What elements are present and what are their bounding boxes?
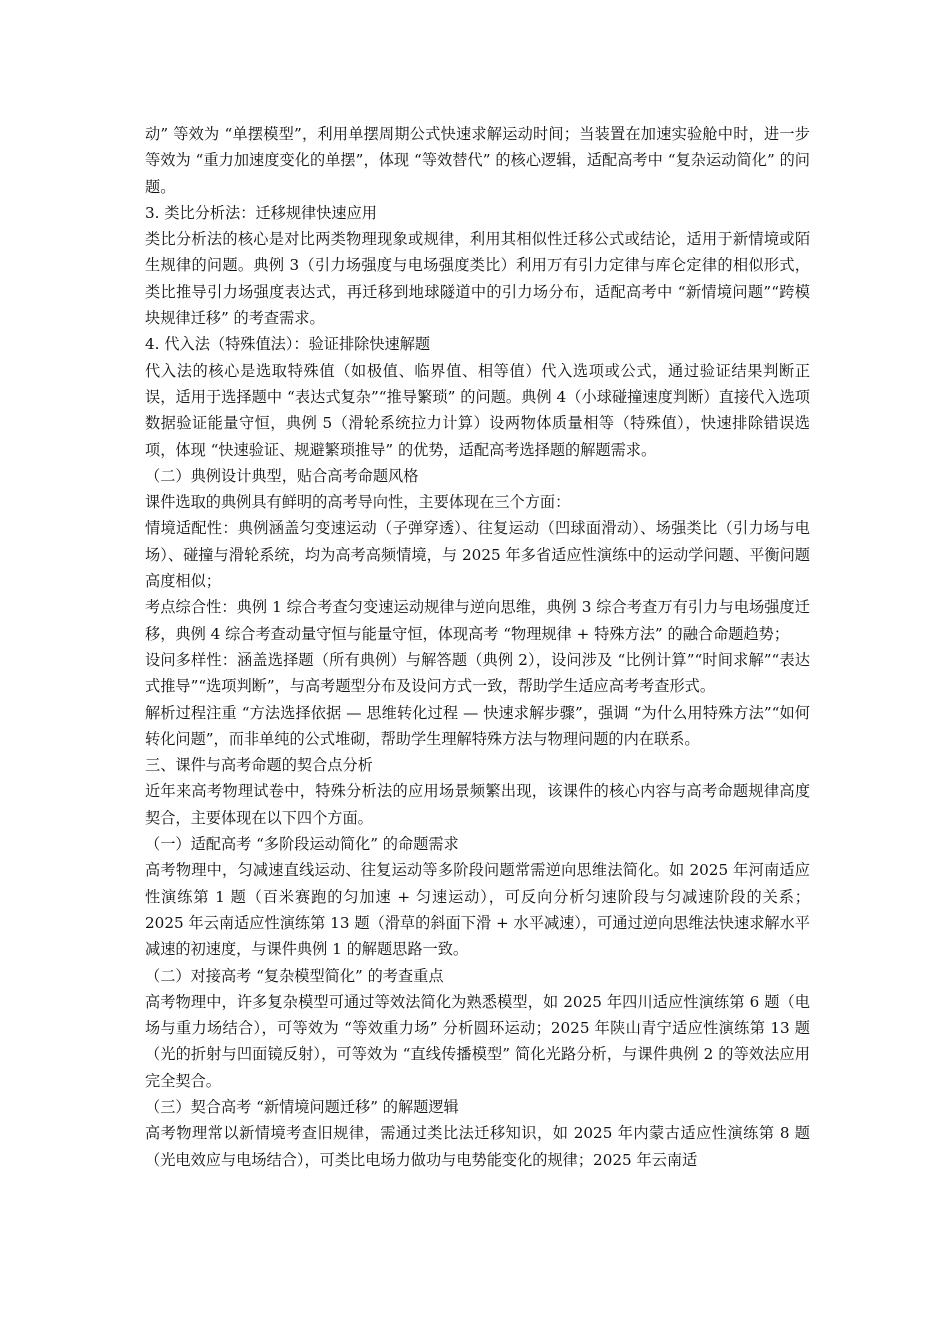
paragraph-new-situation: 高考物理常以新情境考查旧规律，需通过类比法迁移知识，如 2025 年内蒙古适应性演练第 8 题（光电效应与电场结合），可类比电场力做功与电势能变化的规律；2025 年云南适 [145, 1124, 810, 1169]
paragraph-analysis-process: 解析过程注重 “方法选择依据 — 思维转化过程 — 快速求解步骤”，强调 “为什么用特殊方法”“如何转化问题”，而非单纯的公式堆砌，帮助学生理解特殊方法与物理问题的内在联系。 [145, 703, 810, 748]
paragraph-section-three-intro: 近年来高考物理试卷中，特殊分析法的应用场景频繁出现，该课件的核心内容与高考命题规律高度契合，主要体现在以下四个方面。 [145, 782, 810, 827]
paragraph-test-point-synthesis: 考点综合性：典例 1 综合考查匀变速运动规律与逆向思维，典例 3 综合考查万有引力与电场强度迁移，典例 4 综合考查动量守恒与能量守恒，体现高考 “物理规律 + 特殊方法” 的融合命题趋势； [145, 598, 810, 643]
paragraph-question-diversity: 设问多样性：涵盖选择题（所有典例）与解答题（典例 2），设问涉及 “比例计算”“时间求解”“表达式推导”“选项判断”，与高考题型分布及设问方式一致，帮助学生适应高考考查形式。 [145, 650, 810, 696]
paragraph-substitution-method: 代入法的核心是选取特殊值（如极值、临界值、相等值）代入选项或公式，通过验证结果判断正误，适用于选择题中 “表达式复杂”“推导繁琐” 的问题。典例 4（小球碰撞速度判断）直接代入选项数据验证能量守恒，典例 5（滑轮系统拉力计算）设两物体质量相等（特殊值），快速排除错误选项，体现 “快速验证、规避繁琐推导” 的优势，适配高考选择题的解题需求。 [145, 361, 810, 459]
heading-substitution-method: 4. 代入法（特殊值法）：验证排除快速解题 [145, 335, 431, 354]
paragraph-complex-model: 高考物理中，许多复杂模型可通过等效法简化为熟悉模型，如 2025 年四川适应性演练第 6 题（电场与重力场结合），可等效为 “等效重力场” 分析圆环运动；2025 年陕山青宁适应性演练第 13 题（光的折射与凹面镜反射），可等效为 “直线传播模型” 简化光路分析，与课件典例 2 的等效法应用完全契合。 [145, 992, 810, 1090]
paragraph-situation-fit: 情境适配性：典例涵盖匀变速运动（子弹穿透）、往复运动（凹球面滑动）、场强类比（引力场与电场）、碰撞与滑轮系统，均为高考高频情境，与 2025 年多省适应性演练中的运动学问题、平衡问题高度相似； [145, 519, 810, 591]
paragraph-multi-stage-motion: 高考物理中，匀减速直线运动、往复运动等多阶段问题常需逆向思维法简化。如 2025 年河南适应性演练第 1 题（百米赛跑的匀加速 + 匀速运动），可反向分析匀速阶段与匀减速阶段的关系；2025 年云南适应性演练第 13 题（滑草的斜面下滑 + 水平减速），可通过逆向思维法快速求解水平减速的初速度，与课件典例 1 的解题思路一致。 [145, 861, 810, 959]
heading-new-situation: （三）契合高考 “新情境问题迁移” 的解题逻辑 [145, 1097, 459, 1116]
heading-section-three: 三、课件与高考命题的契合点分析 [145, 756, 373, 775]
heading-typical-examples: （二）典例设计典型，贴合高考命题风格 [145, 466, 419, 485]
heading-multi-stage-motion: （一）适配高考 “多阶段运动简化” 的命题需求 [145, 835, 459, 854]
paragraph-examples-intro: 课件选取的典例具有鲜明的高考导向性，主要体现在三个方面： [145, 493, 571, 512]
heading-complex-model: （二）对接高考 “复杂模型简化” 的考查重点 [145, 966, 444, 985]
paragraph-equivalence-tail: 动” 等效为 “单摆模型”，利用单摆周期公式快速求解运动时间；当装置在加速实验舱中时，进一步等效为 “重力加速度变化的单摆”，体现 “等效替代” 的核心逻辑，适配高考中 “复杂运动简化” 的问题。 [145, 125, 810, 196]
paragraph-analogy-method: 类比分析法的核心是对比两类物理现象或规律，利用其相似性迁移公式或结论，适用于新情境或陌生规律的问题。典例 3（引力场强度与电场强度类比）利用万有引力定律与库仑定律的相似形式，类比推导引力场强度表达式，再迁移到地球隧道中的引力场分布，适配高考中 “新情境问题”“跨模块规律迁移” 的考查需求。 [145, 230, 810, 328]
document-body [145, 121, 810, 1173]
heading-analogy-method: 3. 类比分析法：迁移规律快速应用 [145, 203, 377, 222]
